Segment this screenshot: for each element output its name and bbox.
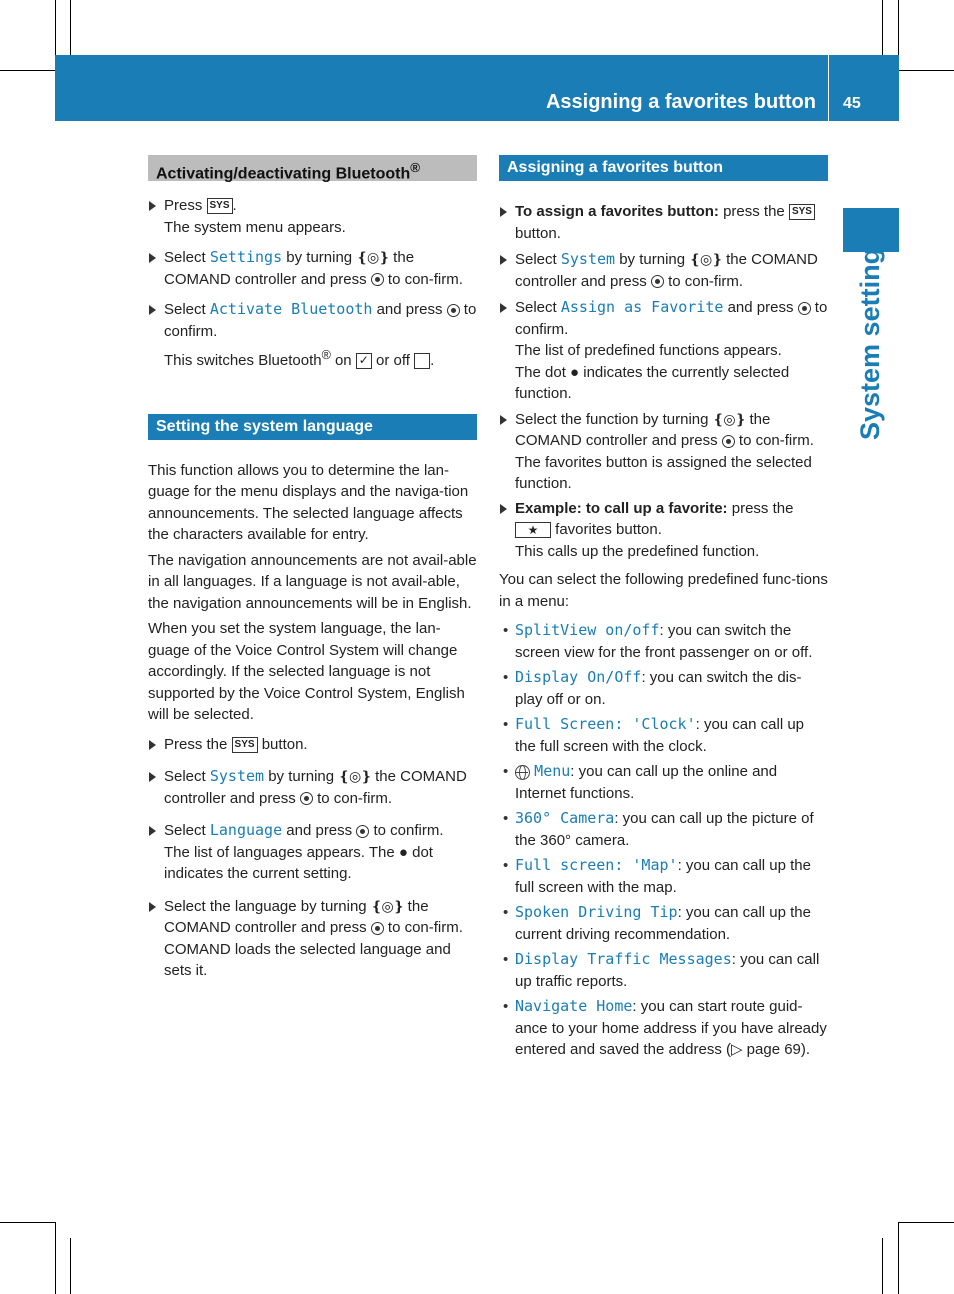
language-step-2: Select System by turning ❴◎❵ the COMAND controller and press to con-firm.	[148, 766, 477, 809]
controller-turn-icon: ❴◎❵	[356, 249, 390, 265]
crop-mark	[0, 1222, 55, 1223]
section-label: System settings	[855, 232, 885, 440]
controller-press-icon	[356, 825, 369, 838]
favorites-intro: You can select the following predefined func-tions in a menu:	[499, 571, 828, 610]
controller-turn-icon: ❴◎❵	[338, 768, 371, 784]
favorites-heading: Assigning a favorites button	[499, 155, 828, 181]
left-column	[148, 155, 477, 982]
page-number: 45	[843, 95, 861, 112]
list-item: • Full screen: 'Map': you can call up the full screen with the map.	[499, 855, 828, 898]
controller-press-icon	[371, 273, 384, 286]
crop-mark	[70, 0, 71, 55]
language-step-4: Select the language by turning ❴◎❵ the COMAND controller and press to con-firm. COMAND loads the selected language and sets it.	[148, 896, 477, 982]
favorites-step-3: Select Assign as Favorite and press to confirm. The list of predefined functions appears. The dot ● indicates the currently selected function.	[499, 297, 828, 405]
list-item: • Display On/Off: you can switch the dis-play off or on.	[499, 667, 828, 710]
favorites-step-4: Select the function by turning ❴◎❵ the COMAND controller and press to con-firm. The favorites button is assigned the selected function.	[499, 409, 828, 495]
right-column	[499, 155, 828, 1065]
crop-mark	[882, 0, 883, 55]
crop-mark	[898, 70, 954, 71]
language-heading: Setting the system language	[148, 414, 477, 440]
crop-mark	[70, 1238, 71, 1294]
language-paragraph: This function allows you to determine the lan-guage for the menu displays and the naviga-tion announcements. The selected language affects the characters available for entry.	[148, 461, 469, 543]
favorites-step-5: Example: to call up a favorite: press the ★ favorites button. This calls up the predefined function.	[499, 498, 828, 563]
language-paragraph: When you set the system language, the lan-guage of the Voice Control System will change accordingly. If the selected language is not supported by the Voice Control System, English will be selected.	[148, 620, 465, 723]
list-item: • Spoken Driving Tip: you can call up the current driving recommendation.	[499, 902, 828, 945]
checkbox-checked-icon: ✓	[356, 353, 372, 369]
controller-press-icon	[447, 304, 460, 317]
controller-press-icon	[651, 275, 664, 288]
page-title: Assigning a favorites button	[545, 91, 816, 113]
crop-mark	[55, 1222, 56, 1294]
crop-mark	[0, 70, 55, 71]
controller-press-icon	[722, 435, 735, 448]
header-divider	[828, 55, 829, 121]
list-item: • Display Traffic Messages: you can call up traffic reports.	[499, 949, 828, 992]
list-item: • Menu: you can call up the online and Internet functions.	[499, 761, 828, 804]
bluetooth-step-2: Select Settings by turning ❴◎❵ the COMAND controller and press to con-firm.	[148, 247, 477, 290]
controller-turn-icon: ❴◎❵	[689, 251, 722, 267]
list-item: • SplitView on/off: you can switch the screen view for the front passenger on or off.	[499, 620, 828, 663]
list-item: • Navigate Home: you can start route guid-ance to your home address if you have already entered and saved the address (▷ page 69).	[499, 996, 828, 1061]
sys-key-icon: SYS	[232, 737, 258, 753]
controller-press-icon	[300, 792, 313, 805]
favorites-step-2: Select System by turning ❴◎❵ the COMAND controller and press to con-firm.	[499, 249, 828, 292]
globe-icon	[515, 765, 530, 780]
language-paragraph: The navigation announcements are not avail-able in all languages. If a language is not avail-able, the navigation announcements will be in English.	[148, 551, 477, 612]
controller-press-icon	[371, 922, 384, 935]
controller-turn-icon: ❴◎❵	[712, 410, 746, 427]
sys-key-icon: SYS	[207, 198, 233, 214]
bluetooth-heading: Activating/deactivating Bluetooth®	[148, 155, 477, 181]
crop-mark	[898, 1222, 954, 1223]
controller-press-icon	[798, 302, 811, 315]
bluetooth-step-3: Select Activate Bluetooth and press to confirm. This switches Bluetooth® on ✓ or off .	[148, 299, 477, 372]
bluetooth-step-1: Press SYS . The system menu appears.	[148, 195, 477, 238]
language-step-3: Select Language and press to confirm. The list of languages appears. The ● dot indicates the current setting.	[148, 820, 477, 885]
sys-key-icon: SYS	[789, 204, 815, 220]
controller-turn-icon: ❴◎❵	[370, 897, 404, 914]
favorites-key-icon: ★	[515, 522, 551, 538]
list-item: • 360° Camera: you can call up the picture of the 360° camera.	[499, 808, 828, 851]
language-step-1: Press the SYS button.	[148, 734, 477, 756]
checkbox-empty-icon	[414, 353, 430, 369]
favorites-step-1: To assign a favorites button: press the SYS button.	[499, 201, 828, 244]
crop-mark	[898, 1222, 899, 1294]
list-item: • Full Screen: 'Clock': you can call up the full screen with the clock.	[499, 714, 828, 757]
crop-mark	[882, 1238, 883, 1294]
